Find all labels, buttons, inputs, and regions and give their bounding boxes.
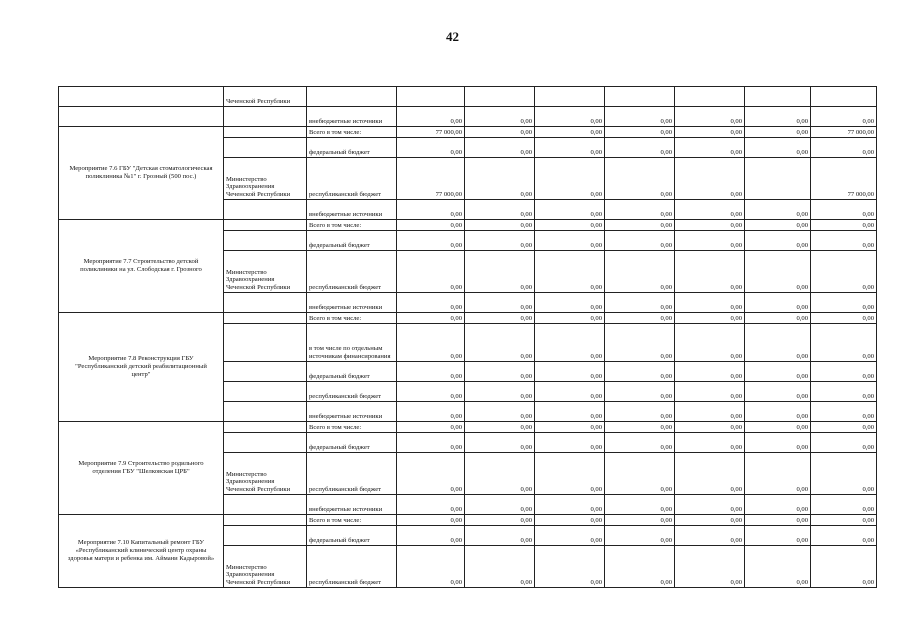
value-cell: 0,00 — [745, 200, 811, 220]
value-cell: 0,00 — [535, 422, 605, 433]
event-cell: Мероприятие 7.6 ГБУ "Детская стоматологическая поликлиника №1" г. Грозный (500 пос.) — [59, 127, 224, 220]
org-cell — [224, 526, 307, 546]
value-cell: 0,00 — [535, 324, 605, 362]
source-cell: федеральный бюджет — [307, 433, 397, 453]
value-cell: 0,00 — [605, 433, 675, 453]
org-cell: Министерство Здравоохранения Чеченской Республики — [224, 158, 307, 200]
value-cell: 0,00 — [811, 231, 877, 251]
value-cell: 0,00 — [465, 158, 535, 200]
value-cell: 0,00 — [811, 402, 877, 422]
value-cell: 0,00 — [397, 422, 465, 433]
value-cell: 0,00 — [675, 293, 745, 313]
value-cell: 0,00 — [745, 251, 811, 293]
value-cell: 0,00 — [465, 313, 535, 324]
source-cell: федеральный бюджет — [307, 138, 397, 158]
value-cell: 0,00 — [811, 138, 877, 158]
value-cell: 0,00 — [675, 526, 745, 546]
org-cell — [224, 313, 307, 324]
value-cell: 0,00 — [745, 220, 811, 231]
value-cell: 0,00 — [811, 515, 877, 526]
value-cell: 0,00 — [465, 433, 535, 453]
org-cell — [224, 200, 307, 220]
value-cell: 0,00 — [535, 200, 605, 220]
value-cell: 0,00 — [465, 546, 535, 588]
value-cell — [675, 87, 745, 107]
value-cell: 0,00 — [745, 313, 811, 324]
source-cell: внебюджетные источники — [307, 107, 397, 127]
value-cell: 0,00 — [605, 515, 675, 526]
org-cell: Чеченской Республики — [224, 87, 307, 107]
value-cell: 77 000,00 — [397, 127, 465, 138]
value-cell: 0,00 — [605, 313, 675, 324]
value-cell: 0,00 — [811, 433, 877, 453]
value-cell: 0,00 — [675, 107, 745, 127]
value-cell: 0,00 — [605, 107, 675, 127]
value-cell: 0,00 — [811, 422, 877, 433]
source-cell: внебюджетные источники — [307, 200, 397, 220]
value-cell: 0,00 — [675, 158, 745, 200]
value-cell: 0,00 — [675, 546, 745, 588]
value-cell: 0,00 — [397, 382, 465, 402]
value-cell: 0,00 — [465, 127, 535, 138]
value-cell: 0,00 — [535, 231, 605, 251]
value-cell: 0,00 — [745, 324, 811, 362]
value-cell: 0,00 — [397, 546, 465, 588]
value-cell: 0,00 — [605, 402, 675, 422]
value-cell — [745, 87, 811, 107]
value-cell: 0,00 — [745, 293, 811, 313]
value-cell: 0,00 — [397, 324, 465, 362]
value-cell: 0,00 — [605, 526, 675, 546]
value-cell: 0,00 — [811, 313, 877, 324]
value-cell: 0,00 — [397, 515, 465, 526]
value-cell: 77 000,00 — [811, 127, 877, 138]
value-cell: 0,00 — [605, 251, 675, 293]
value-cell: 0,00 — [535, 251, 605, 293]
value-cell: 0,00 — [745, 138, 811, 158]
value-cell — [535, 87, 605, 107]
source-cell: республиканский бюджет — [307, 382, 397, 402]
org-cell: Министерство Здравоохранения Чеченской Республики — [224, 453, 307, 495]
org-cell — [224, 220, 307, 231]
value-cell: 0,00 — [811, 382, 877, 402]
value-cell: 0,00 — [465, 107, 535, 127]
value-cell: 0,00 — [397, 362, 465, 382]
org-cell — [224, 382, 307, 402]
value-cell: 0,00 — [745, 433, 811, 453]
value-cell: 0,00 — [745, 402, 811, 422]
source-cell: Всего в том числе: — [307, 313, 397, 324]
value-cell: 0,00 — [465, 526, 535, 546]
org-cell — [224, 324, 307, 362]
value-cell: 0,00 — [397, 251, 465, 293]
source-cell: внебюджетные источники — [307, 293, 397, 313]
value-cell: 0,00 — [535, 402, 605, 422]
event-cell: Мероприятие 7.7 Строительство детской поликлиники на ул. Слободская г. Грозного — [59, 220, 224, 313]
table-row — [59, 515, 877, 526]
value-cell: 0,00 — [605, 220, 675, 231]
org-cell — [224, 433, 307, 453]
value-cell: 0,00 — [675, 495, 745, 515]
value-cell: 0,00 — [465, 402, 535, 422]
event-cell: Мероприятие 7.8 Реконструкция ГБУ "Республиканский детский реабилитационный центр" — [59, 313, 224, 422]
event-cell — [59, 87, 224, 107]
value-cell: 0,00 — [397, 313, 465, 324]
event-cell: Мероприятие 7.9 Строительство родильного отделения ГБУ "Шелковская ЦРБ" — [59, 422, 224, 515]
value-cell: 0,00 — [745, 382, 811, 402]
value-cell: 0,00 — [397, 433, 465, 453]
table-row — [59, 313, 877, 324]
value-cell: 0,00 — [465, 251, 535, 293]
value-cell: 0,00 — [465, 138, 535, 158]
source-cell: внебюджетные источники — [307, 402, 397, 422]
source-cell: федеральный бюджет — [307, 526, 397, 546]
value-cell: 0,00 — [397, 526, 465, 546]
value-cell: 0,00 — [535, 313, 605, 324]
value-cell — [745, 158, 811, 200]
value-cell: 0,00 — [675, 313, 745, 324]
org-cell — [224, 107, 307, 127]
value-cell: 0,00 — [675, 324, 745, 362]
value-cell: 0,00 — [811, 251, 877, 293]
value-cell: 0,00 — [535, 293, 605, 313]
table-row — [59, 127, 877, 138]
value-cell: 0,00 — [745, 453, 811, 495]
source-cell — [307, 87, 397, 107]
value-cell: 0,00 — [811, 293, 877, 313]
org-cell — [224, 422, 307, 433]
value-cell: 0,00 — [675, 220, 745, 231]
value-cell: 0,00 — [397, 107, 465, 127]
value-cell: 0,00 — [535, 220, 605, 231]
value-cell: 0,00 — [397, 402, 465, 422]
source-cell: республиканский бюджет — [307, 158, 397, 200]
value-cell — [397, 87, 465, 107]
value-cell: 0,00 — [605, 453, 675, 495]
value-cell: 0,00 — [675, 433, 745, 453]
value-cell: 0,00 — [811, 107, 877, 127]
value-cell: 0,00 — [745, 495, 811, 515]
value-cell: 0,00 — [535, 362, 605, 382]
org-cell — [224, 495, 307, 515]
value-cell: 0,00 — [811, 526, 877, 546]
source-cell: республиканский бюджет — [307, 546, 397, 588]
source-cell: республиканский бюджет — [307, 251, 397, 293]
value-cell: 0,00 — [745, 422, 811, 433]
value-cell: 0,00 — [605, 362, 675, 382]
value-cell: 0,00 — [465, 200, 535, 220]
budget-table-body — [59, 87, 877, 588]
value-cell: 0,00 — [811, 546, 877, 588]
value-cell: 0,00 — [605, 546, 675, 588]
table-row — [59, 220, 877, 231]
value-cell: 0,00 — [535, 515, 605, 526]
source-cell: в том числе по отдельным источникам финансирования — [307, 324, 397, 362]
value-cell: 0,00 — [745, 107, 811, 127]
value-cell: 0,00 — [675, 251, 745, 293]
value-cell: 0,00 — [605, 382, 675, 402]
value-cell: 0,00 — [465, 422, 535, 433]
value-cell: 0,00 — [535, 382, 605, 402]
value-cell: 0,00 — [605, 200, 675, 220]
value-cell: 0,00 — [535, 495, 605, 515]
value-cell: 0,00 — [397, 495, 465, 515]
value-cell: 0,00 — [535, 433, 605, 453]
org-cell — [224, 138, 307, 158]
table-row — [59, 422, 877, 433]
value-cell: 0,00 — [465, 220, 535, 231]
value-cell: 0,00 — [675, 231, 745, 251]
value-cell: 0,00 — [535, 158, 605, 200]
value-cell: 0,00 — [811, 453, 877, 495]
value-cell: 0,00 — [465, 495, 535, 515]
value-cell: 0,00 — [465, 362, 535, 382]
value-cell: 0,00 — [675, 382, 745, 402]
value-cell — [465, 87, 535, 107]
value-cell: 0,00 — [605, 422, 675, 433]
value-cell: 0,00 — [605, 127, 675, 138]
value-cell: 0,00 — [605, 324, 675, 362]
table-row — [59, 107, 877, 127]
value-cell: 77 000,00 — [811, 158, 877, 200]
value-cell: 0,00 — [605, 138, 675, 158]
value-cell: 0,00 — [811, 495, 877, 515]
source-cell: Всего в том числе: — [307, 422, 397, 433]
value-cell: 0,00 — [605, 158, 675, 200]
value-cell: 0,00 — [465, 453, 535, 495]
value-cell: 0,00 — [675, 402, 745, 422]
value-cell: 0,00 — [465, 293, 535, 313]
value-cell: 0,00 — [811, 324, 877, 362]
org-cell — [224, 231, 307, 251]
value-cell: 0,00 — [675, 422, 745, 433]
source-cell: Всего в том числе: — [307, 220, 397, 231]
value-cell: 77 000,00 — [397, 158, 465, 200]
value-cell: 0,00 — [397, 293, 465, 313]
value-cell: 0,00 — [811, 220, 877, 231]
event-cell: Мероприятие 7.10 Капитальный ремонт ГБУ «Республиканский клинический центр охраны здоровья матери и ребенка им. Аймани Кадыровой» — [59, 515, 224, 588]
value-cell: 0,00 — [675, 200, 745, 220]
org-cell — [224, 402, 307, 422]
value-cell: 0,00 — [397, 200, 465, 220]
value-cell: 0,00 — [465, 515, 535, 526]
value-cell: 0,00 — [465, 324, 535, 362]
value-cell: 0,00 — [745, 526, 811, 546]
value-cell — [811, 87, 877, 107]
value-cell: 0,00 — [397, 231, 465, 251]
org-cell — [224, 127, 307, 138]
source-cell: федеральный бюджет — [307, 231, 397, 251]
org-cell — [224, 362, 307, 382]
value-cell: 0,00 — [811, 362, 877, 382]
value-cell: 0,00 — [745, 127, 811, 138]
source-cell: республиканский бюджет — [307, 453, 397, 495]
org-cell — [224, 515, 307, 526]
value-cell: 0,00 — [535, 127, 605, 138]
value-cell: 0,00 — [675, 138, 745, 158]
value-cell: 0,00 — [535, 453, 605, 495]
page-number: 42 — [446, 29, 459, 44]
value-cell: 0,00 — [745, 362, 811, 382]
source-cell: Всего в том числе: — [307, 515, 397, 526]
value-cell: 0,00 — [465, 231, 535, 251]
value-cell: 0,00 — [745, 546, 811, 588]
value-cell: 0,00 — [535, 546, 605, 588]
value-cell: 0,00 — [811, 200, 877, 220]
source-cell: внебюджетные источники — [307, 495, 397, 515]
value-cell: 0,00 — [605, 495, 675, 515]
value-cell: 0,00 — [397, 453, 465, 495]
value-cell: 0,00 — [675, 362, 745, 382]
value-cell: 0,00 — [465, 382, 535, 402]
value-cell: 0,00 — [605, 293, 675, 313]
source-cell: Всего в том числе: — [307, 127, 397, 138]
org-cell: Министерство Здравоохранения Чеченской Республики — [224, 251, 307, 293]
value-cell: 0,00 — [745, 231, 811, 251]
value-cell: 0,00 — [605, 231, 675, 251]
value-cell: 0,00 — [397, 220, 465, 231]
value-cell: 0,00 — [535, 107, 605, 127]
value-cell: 0,00 — [675, 127, 745, 138]
value-cell — [605, 87, 675, 107]
value-cell: 0,00 — [397, 138, 465, 158]
org-cell: Министерство Здравоохранения Чеченской Республики — [224, 546, 307, 588]
table-row — [59, 87, 877, 107]
budget-table — [58, 86, 877, 588]
org-cell — [224, 293, 307, 313]
event-cell — [59, 107, 224, 127]
source-cell: федеральный бюджет — [307, 362, 397, 382]
value-cell: 0,00 — [745, 515, 811, 526]
value-cell: 0,00 — [535, 526, 605, 546]
value-cell: 0,00 — [675, 453, 745, 495]
value-cell: 0,00 — [675, 515, 745, 526]
value-cell: 0,00 — [535, 138, 605, 158]
